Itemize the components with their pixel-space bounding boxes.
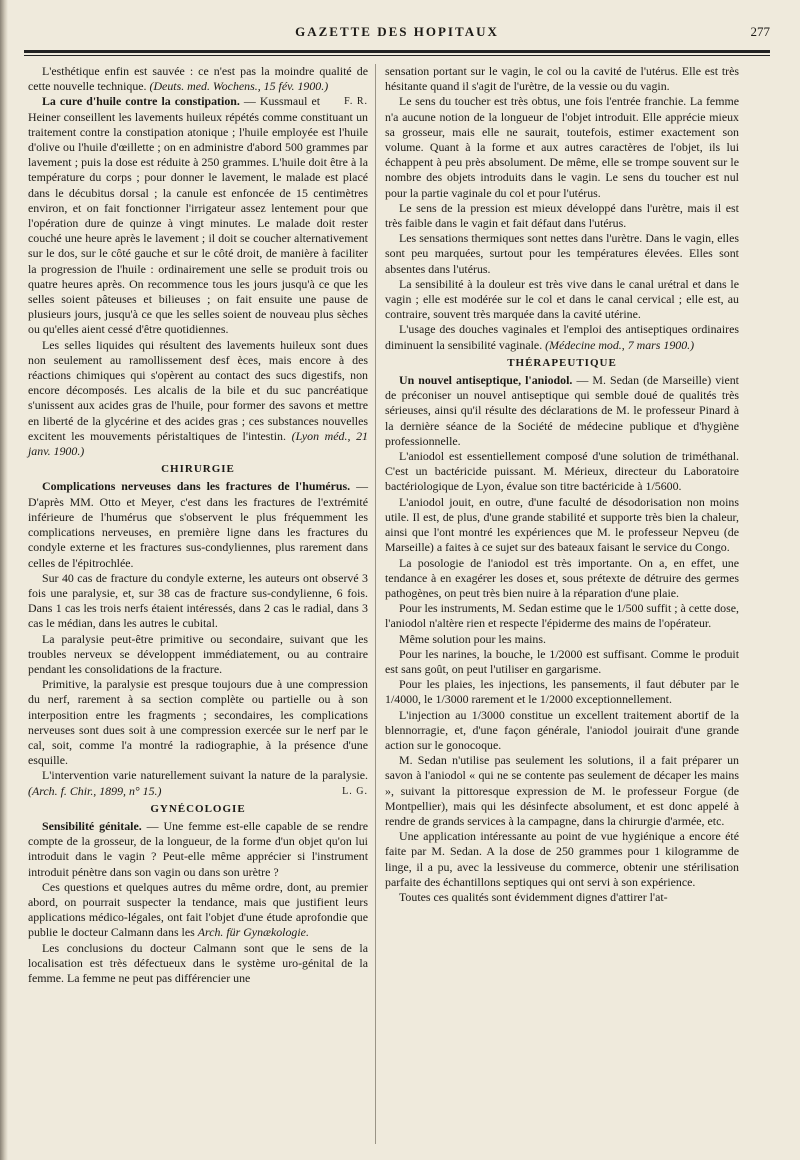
section-heading: GYNÉCOLOGIE bbox=[150, 802, 246, 815]
paragraph-text: Les selles liquides qui résultent des lavements huileux sont dues non seulement au ramollissement desf èces, mais encore à des réactions chimiques qui s'opèrent au contact des sucs digestifs, non encore décomposés. Les alcalis de la bile et du suc pancréatique s'unissent aux acides gras de l'huile, pour former des savons et mettre en liberté de la glycérine et des acides gras ; ces substances nouvelles excitent les mouvements péristaltiques de l'intestin. bbox=[28, 337, 368, 443]
paragraph: La sensibilité à la douleur est très vive dans le canal urétral et dans le vagin ; elle est modérée sur le col et dans le canal cervical ; elle est, au contraire, souvent très marquée dans la cavité utérine. bbox=[385, 276, 739, 322]
paragraph: La posologie de l'aniodol est très importante. On a, en effet, une tendance à en exagérer les doses et, sous prétexte de détruire des germes pathogènes, on peut très bien nuire à la réparation d'une plaie. bbox=[385, 555, 739, 600]
paragraph: L'aniodol est essentiellement composé d'une solution de triméthanal. C'est un bactéricide puissant. M. Mérieux, directeur du Laboratoire bactériologique de Lyon, évalue son titre bactéricide à 1/5600. bbox=[385, 449, 739, 494]
left-column bbox=[28, 64, 368, 986]
paragraph: Même solution pour les mains. bbox=[399, 631, 546, 646]
paragraph: Le sens de la pression est mieux développé dans l'urètre, mais il est très faible dans le vagin et fait défaut dans l'utérus. bbox=[385, 200, 739, 231]
header-rule-thin bbox=[24, 55, 770, 56]
header-rule-thick bbox=[24, 50, 770, 53]
paragraph-text: L'intervention varie naturellement suivant la nature de la paralysie. bbox=[42, 768, 368, 783]
paragraph: M. Sedan n'utilise pas seulement les solutions, il a fait préparer un savon à l'aniodol « qui ne se contente pas seulement de décaper les mains », suivant la pittoresque expression de M. le professeur Forgue (de Montpellier), mais qui les désinfecte absolument, et est donc appelé à rendre de grands services à la campagne, dans la chirurgie d'armée, etc. bbox=[385, 753, 739, 828]
paragraph: Le sens du toucher est très obtus, une fois l'entrée franchie. La femme n'a aucune notion de la longueur de l'objet introduit. Elle apprécie mieux sa grosseur, mais elle ne saurait, toutefois, estimer exactement son volume. Quant à la forme et aux autres caractères de l'objet, ils lui échappent à peu près absolument. De même, elle se trompe souvent sur le nombre des objets introduits dans le vagin. Le sens du toucher est nul pour la partie vaginale du col et pour l'utérus. bbox=[385, 94, 739, 200]
article-heading: Un nouvel antiseptique, l'aniodol. bbox=[399, 373, 573, 388]
paragraph: L'aniodol jouit, en outre, d'une faculté de désodorisation non moins utile. Il est, de plus, d'une grande stabilité et supporte très bien la chaleur, ainsi que l'ont montré les expériences que M. le professeur Nepveu (de Marseille) a faites à ce sujet sur des bateaux faisant le service du Congo. bbox=[385, 494, 739, 555]
paragraph: Pour les narines, la bouche, le 1/2000 est suffisant. Comme le produit est sans goût, on peut l'utiliser en gargarisme. bbox=[385, 646, 739, 676]
paragraph-text: L'usage des douches vaginales et l'emploi des antiseptiques ordinaires diminuent la sensibilité vaginale. bbox=[385, 322, 739, 352]
article bbox=[28, 479, 368, 570]
article-heading: Sensibilité génitale. bbox=[42, 818, 142, 833]
section-heading: CHIRURGIE bbox=[161, 463, 235, 476]
running-title: GAZETTE DES HOPITAUX bbox=[295, 24, 499, 39]
article bbox=[385, 373, 739, 449]
paragraph bbox=[28, 768, 368, 798]
paragraph: La paralysie peut-être primitive ou secondaire, suivant que les troubles nerveux se développent immédiatement, ou au contraire pendant les consolidations de la fracture. bbox=[28, 631, 368, 676]
citation: (Deuts. med. Wochens., 15 fév. 1900.) bbox=[149, 79, 329, 94]
citation: (Lyon méd., 21 janv. 1900.) bbox=[28, 428, 368, 459]
citation: (Arch. f. Chir., 1899, n° 15.) bbox=[28, 783, 162, 798]
paragraph-text: — D'après MM. Otto et Meyer, c'est dans les fractures de l'extrémité inférieure de l'humérus que s'observent le plus fréquemment les complications nerveuses, en première ligne dans les fractures du condyle externe et les fractures sus-condyliennes, plus rarement dans celles de l'épitrochlée. bbox=[28, 479, 368, 570]
paragraph-text: L'esthétique enfin est sauvée : ce n'est pas la moindre qualité de cette nouvelle technique. bbox=[28, 64, 368, 94]
paragraph bbox=[385, 322, 739, 352]
paragraph-text: Ces questions et quelques autres du même ordre, dont, au premier abord, on pourrait suspecter la tendance, mais que justifient leurs applications médico-légales, ont fait l'objet d'une étude aprofondie que publie le docteur Calmann dans les bbox=[28, 879, 368, 940]
article-heading: La cure d'huile contre la constipation. bbox=[42, 94, 240, 109]
paragraph: sensation portant sur le vagin, le col ou la cavité de l'utérus. Elle est très hésitante quand il s'agit de l'urètre, de la vessie ou du vagin. bbox=[385, 64, 739, 94]
page-number: 277 bbox=[750, 24, 770, 39]
paragraph-text: — Kussmaul et Heiner conseillent les lavements huileux répétés comme constituant un traitement contre la constipation atonique ; l'huile employée est l'huile d'olive ou l'huile d'œillette ; on en administre d'abord 500 grammes par lavement ; puis la dose est réduite à 250 grammes. L'huile doit être à la température du corps ; pour donner le lavement, le malade est placé dans le décubitus dorsal ; la canule est enfoncée de 15 centimètres environ, et on fait fonctionner l'irrigateur assez lentement pour que l'opération dure de quinze à vingt minutes. Le malade doit rester couché une heure après le lavement ; il doit se coucher alternativement sur le dos, sur le côté gauche et sur le côté droit, de manière à faciliter la progression de l'huile : ordinairement une selle se produit trois ou quatre heures après. On recommence tous les jours jusqu'à ce que les selles soient pâteuses et bilieuses ; on fait ensuite une pause de plusieurs jours, jusqu'à ce que les selles soient de nouveau plus sèches ou qu'elles aient cessé d'être quotidiennes. bbox=[28, 94, 368, 337]
paragraph: L'injection au 1/3000 constitue un excellent traitement abortif de la blennorragie, et, d'une façon générale, l'aniodol jouirait d'une grande action sur le gonocoque. bbox=[385, 707, 739, 752]
paragraph bbox=[28, 338, 368, 460]
paragraph-text: — Une femme est-elle capable de se rendre compte de la grosseur, de la longueur, de la forme d'un objet qu'on lui introduit dans le vagin ? Peut-elle même apprécier si l'instrument introduit pénètre dans son vagin ou dans son urètre ? bbox=[28, 818, 368, 879]
author-initials: F. R. bbox=[344, 96, 368, 108]
page-header bbox=[24, 24, 770, 46]
paragraph: Les sensations thermiques sont nettes dans l'urètre. Dans le vagin, elles sont peu marquées, surtout pour les températures élevées. Elles sont absentes dans l'utérus. bbox=[385, 231, 739, 276]
paragraph: Pour les instruments, M. Sedan estime que le 1/500 suffit ; à cette dose, l'aniodol n'altère rien et respecte l'épiderme des mains de l'opérateur. bbox=[385, 601, 739, 631]
citation: (Médecine mod., 7 mars 1900.) bbox=[545, 337, 695, 352]
column-divider bbox=[375, 64, 376, 1144]
paragraph-text: — M. Sedan (de Marseille) vient de préconiser un nouvel antiseptique qui semble doué de qualités très sérieuses, ainsi qu'il résulte des déclarations de M. le professeur Pinard à la dernière séance de la Société de médecine publique et d'hygiène professionnelle. bbox=[385, 373, 739, 448]
right-column bbox=[385, 64, 739, 905]
article-heading: Complications nerveuses dans les fractures de l'humérus. bbox=[42, 479, 351, 494]
article bbox=[28, 94, 368, 337]
paragraph: Pour les plaies, les injections, les pansements, il faut débuter par le 1/4000, le 1/3000 rarement et le 1/2000 exceptionnellement. bbox=[385, 677, 739, 707]
section-heading: THÉRAPEUTIQUE bbox=[507, 356, 617, 369]
paragraph: Une application intéressante au point de vue hygiénique a encore été faite par M. Sedan. A la dose de 250 grammes pour 1 kilogramme de linge, il a pu, avec la lessiveuse du commerce, obtenir une stérilisation parfaite des échantillons septiques qui ont servi à son expérience. bbox=[385, 829, 739, 889]
paragraph bbox=[28, 880, 368, 941]
author-initials: L. G. bbox=[342, 785, 368, 797]
paragraph: Toutes ces qualités sont évidemment dignes d'attirer l'at- bbox=[399, 889, 668, 904]
paragraph: Primitive, la paralysie est presque toujours due à une compression du nerf, rarement à sa section complète ou partielle ou à son interposition entre les fragments ; secondaires, les complications nerveuses sont dues soit à une compression exercée sur le nerf par le cal, soit, comme l'a montré la radiographie, à la présence d'une esquille. bbox=[28, 677, 368, 768]
page-binding-edge bbox=[0, 0, 8, 1160]
citation: Arch. für Gynækologie. bbox=[197, 925, 309, 940]
article bbox=[28, 819, 368, 880]
paragraph: Sur 40 cas de fracture du condyle externe, les auteurs ont observé 3 fois une paralysie, et, sur 38 cas de fracture sus-condylienne, 6 fois. Dans 1 cas les trois nerfs étaient intéressés, dans 2 cas le radial, dans 3 cas le médian, dans les autres le cubital. bbox=[28, 570, 368, 631]
paragraph: Les conclusions du docteur Calmann sont que le sens de la localisation est très défectueux dans le système uro-génital de la femme. La femme ne peut pas différencier une bbox=[28, 940, 368, 985]
